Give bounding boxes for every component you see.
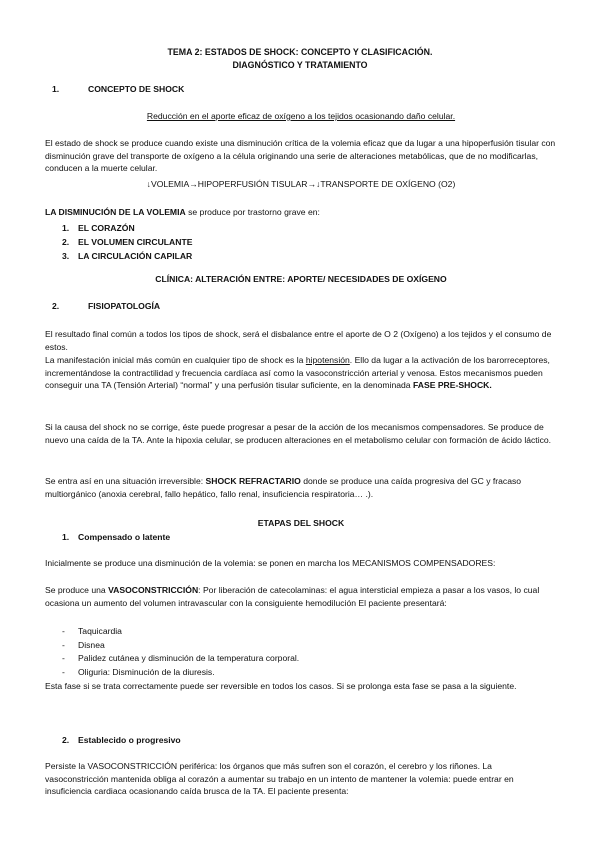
section-number: 1.	[52, 84, 60, 94]
list-item: 3. LA CIRCULACIÓN CAPILAR	[62, 251, 193, 261]
paragraph-vasoconstriccion: Se produce una VASOCONSTRICCIÓN: Por liberación de catecolaminas: el agua intersticial empieza a pasar a los vasos, lo cual ocasiona un aumento del volumen intravascular con la consiguiente hemodilución El paciente presentará:	[45, 585, 540, 608]
definition-line: Reducción en el aporte eficaz de oxígeno a los tejidos ocasionando daño celular.	[146, 111, 456, 121]
paragraph-compensadores: Inicialmente se produce una disminución de la volemia: se ponen en marcha los MECANISMOS COMPENSADORES:	[45, 558, 496, 568]
arrows-line: ↓VOLEMIA→HIPOPERFUSIÓN TISULAR→↓TRANSPORTE DE OXÍGENO (O2)	[146, 179, 456, 189]
title-line-2: DIAGNÓSTICO Y TRATAMIENTO	[232, 59, 368, 70]
list-item: 2. EL VOLUMEN CIRCULANTE	[62, 237, 193, 247]
list-item: - Oliguria: Disminución de la diuresis.	[62, 666, 215, 677]
paragraph-progresion: Si la causa del shock no se corrige, éste puede progresar a pesar de la acción de los mecanismos compensadores. Se produce de nuevo una caída de la TA. Ante la hipoxia celular, se producen alteraciones en el metabolismo celular con formación de ácido láctico.	[45, 422, 552, 445]
vasoconstriccion-term: VASOCONSTRICCIÓN	[108, 585, 199, 595]
paragraph-volemia	[45, 206, 557, 219]
paragraph-shock-definition: El estado de shock se produce cuando existe una disminución crítica de la volemia eficaz que da lugar a una hipoperfusión tisular con disminución grave del transporte de oxígeno a la célula originando una serie de alteraciones metabólicas, que de no modificarlas, conducen a la muerte celular.	[45, 138, 556, 174]
paragraph-reversible: Esta fase si se trata correctamente puede ser reversible en todos los casos. Si se prolonga esta fase se pasa a la siguiente.	[45, 681, 517, 691]
volemia-rest: se produce por trastorno grave en:	[185, 207, 320, 217]
stage-heading-establecido: 2. Establecido o progresivo	[62, 735, 181, 745]
refractario-term: SHOCK REFRACTARIO	[205, 476, 301, 486]
list-item: - Taquicardia	[62, 626, 122, 636]
section-number: 2.	[52, 301, 60, 311]
paragraph-refractario: Se entra así en una situación irreversible: SHOCK REFRACTARIO donde se produce una caída progresiva del GC y fracaso multiorgánico (anoxia cerebral, fallo hepático, fallo renal, insuficiencia respiratoria… .).	[45, 476, 522, 499]
clinica-line: CLÍNICA: ALTERACIÓN ENTRE: APORTE/ NECESIDADES DE OXÍGENO	[155, 274, 447, 284]
volemia-bold: LA DISMINUCIÓN DE LA VOLEMIA	[45, 207, 186, 217]
pre-shock-term: FASE PRE-SHOCK.	[412, 380, 492, 391]
section-title: FISIOPATOLOGÍA	[88, 301, 161, 311]
stage-heading-compensado: 1. Compensado o latente	[62, 532, 171, 542]
causes-list	[62, 222, 192, 264]
section-heading-fisiopatologia	[45, 300, 160, 313]
list-item: - Disnea	[62, 639, 105, 650]
paragraph-progresivo: Persiste la VASOCONSTRICCIÓN periférica: los órganos que más sufren son el corazón, el cerebro y los riñones. La vasoconstricción mantenida obliga al corazón a aumentar su trabajo en un intento de mantener la volemia: puede entrar en insuficiencia cardiaca ocasionando caída brusca de la TA. El paciente presenta:	[45, 761, 514, 797]
section-heading-concepto	[45, 83, 184, 96]
list-item: 1. EL CORAZÓN	[62, 223, 135, 233]
paragraph-disbalance: El resultado final común a todos los tipos de shock, será el disbalance entre el aporte de O 2 (Oxígeno) a los tejidos y el consumo de estos.	[45, 329, 552, 352]
section-title: CONCEPTO DE SHOCK	[88, 84, 185, 94]
document-title	[0, 46, 600, 72]
hipotension-term: hipotensión	[305, 355, 350, 365]
title-line-1: TEMA 2: ESTADOS DE SHOCK: CONCEPTO Y CLASIFICACIÓN.	[167, 47, 433, 57]
list-item: - Palidez cutánea y disminución de la temperatura corporal.	[62, 653, 300, 664]
etapas-heading: ETAPAS DEL SHOCK	[257, 518, 345, 528]
signs-list	[45, 625, 557, 679]
paragraph-hipotension: La manifestación inicial más común en cualquier tipo de shock es la hipotensión. Ello da lugar a la activación de los barorreceptores, incrementándose la contractilidad y frecuencia cardíaca así como la vasoconstricción arterial y venosa. Estos mecanismos pueden conseguir una TA (Tensión Arterial) “normal” y una perfusión tisular suficiente, en la denominada FASE PRE-SHOCK.	[45, 355, 550, 391]
